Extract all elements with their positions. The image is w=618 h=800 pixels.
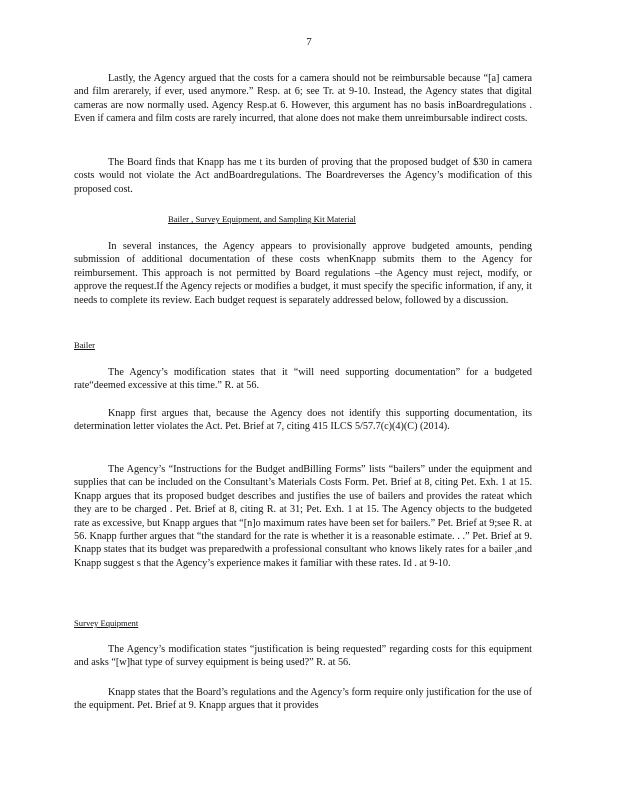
paragraph-agency-modification-bailer: The Agency’s modification states that it “will need supporting documentation” for a budgeted rate“deemed excessive at this time.” R. at 56. [74,367,532,392]
page-number: 7 [306,36,312,48]
paragraph-provisional-approval: In several instances, the Agency appears to provisionally approve budgeted amounts, pending submission of additional documentation of these costs whenKnapp submits them to the Agency for reimbursement. This approach is not permitted by Board regulations –the Agency must reject, modify, or approve the request.If the Agency rejects or modifies a budget, it must specify the specific information, if any, it needs to complete its review. Each budget request is separately addressed below, followed by a discussion. [74,241,532,306]
paragraph-knapp-first-argument: Knapp first argues that, because the Agency does not identify this supporting documentation, its determination letter violates the Act. Pet. Brief at 7, citing 415 ILCS 5/57.7(c)(4)(C) (2014). [74,408,532,433]
paragraph-camera-argument: Lastly, the Agency argued that the costs for a camera should not be reimbursable because “[a] camera and film arerarely, if ever, used anymore.” Resp. at 6; see Tr. at 9-10. Instead, the Agency states that digital cameras are now normally used. Agency Resp.at 6. However, this argument has no basis inBoardregulations . Even if camera and film costs are rarely incurred, that alone does not make them unreimbursable indirect costs. [74,73,532,125]
paragraph-survey-modification: The Agency’s modification states “justification is being requested” regarding costs for this equipment and asks “[w]hat type of survey equipment is being used?” R. at 56. [74,644,532,669]
subheading-survey-equipment: Survey Equipment [74,618,139,628]
paragraph-knapp-regulations: Knapp states that the Board’s regulations and the Agency’s form require only justification for the use of the equipment. Pet. Brief at 9. Knapp argues that it provides [74,687,532,712]
section-heading: Bailer , Survey Equipment, and Sampling Kit Material [168,214,356,224]
subheading-bailer: Bailer [74,340,95,350]
paragraph-board-finding: The Board finds that Knapp has me t its burden of proving that the proposed budget of $30 in camera costs would not violate the Act andBoardregulations. The Boardreverses the Agency’s modification of this proposed cost. [74,157,532,195]
paragraph-bailer-instructions: The Agency’s “Instructions for the Budget andBilling Forms” lists “bailers” under the equipment and supplies that can be included on the Consultant’s Materials Costs Form. Pet. Brief at 8, citing Pet. Exh. 1 at 15. Knapp argues that its proposed budget describes and justifies the use of bailers and provides the rateat which they are to be charged . Pet. Brief at 8, citing R. at 31; Pet. Exh. 1 at 15. The Agency objects to the budgeted rate as excessive, but Knapp argues that “[n]o maximum rates have been set for bailers.” Pet. Brief at 9;see R. at 56. Knapp further argues that “the standard for the rate is whether it is a reasonable estimate. . .” Pet. Brief at 9. Knapp states that its budget was preparedwith a professional consultant who knows likely rates for a bailer ,and Knapp suggest s that the Agency’s experience makes it familiar with these rates. Id . at 9-10. [74,464,532,569]
